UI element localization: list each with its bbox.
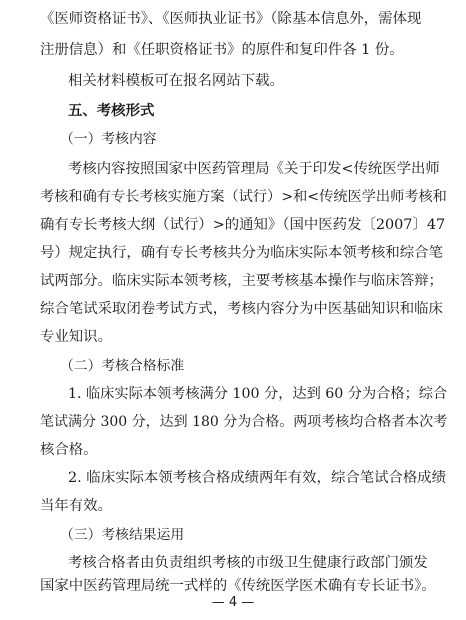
paragraph-line: 考核合格者由负责组织考核的市级卫生健康行政部门颁发 xyxy=(68,555,428,571)
paragraph-line: 核合格。 xyxy=(40,442,98,458)
paragraph-line: 相关材料模板可在报名网站下载。 xyxy=(68,73,284,89)
paragraph-line: 综合笔试采取闭卷考试方式，考核内容分为中医基础知识和临床 xyxy=(40,301,443,317)
paragraph-line: 国家中医药管理局统一式样的《传统医学医术确有专长证书》。 xyxy=(40,578,436,594)
subsection-heading: （三）考核结果运用 xyxy=(60,527,185,543)
paragraph-line: 1. 临床实际本领考核满分 100 分，达到 60 分为合格；综合 xyxy=(68,386,448,402)
subsection-heading: （一）考核内容 xyxy=(60,131,157,147)
section-heading: 五、考核形式 xyxy=(68,103,155,119)
paragraph-line: 试两部分。临床实际本领考核，主要考核基本操作与临床答辩； xyxy=(40,273,443,289)
paragraph-line: 专业知识。 xyxy=(40,329,112,345)
paragraph-line: 当年有效。 xyxy=(40,498,112,514)
subsection-heading: （二）考核合格标准 xyxy=(60,358,185,374)
page-number: — 4 — xyxy=(211,595,255,610)
paragraph-line: 《医师资格证书》、《医师执业证书》（除基本信息外，需体现 xyxy=(40,11,422,27)
paragraph-line: 考核和确有专长考核实施方案（试行）>和<传统医学出师考核和 xyxy=(40,189,447,205)
paragraph-line: 笔试满分 300 分，达到 180 分为合格。两项考核均合格者本次考 xyxy=(40,414,448,430)
paragraph-line: 号）规定执行，确有专长考核共分为临床实际本领考核和综合笔 xyxy=(40,245,443,261)
paragraph-line: 2. 临床实际本领考核合格成绩两年有效，综合笔试合格成绩 xyxy=(68,470,447,486)
paragraph-line: 考核内容按照国家中医药管理局《关于印发<传统医学出师 xyxy=(68,161,440,177)
paragraph-line: 注册信息）和《任职资格证书》的原件和复印件各 1 份。 xyxy=(40,42,404,58)
paragraph-line: 确有专长考核大纲（试行）>的通知》（国中医药发〔2007〕47 xyxy=(40,217,446,233)
